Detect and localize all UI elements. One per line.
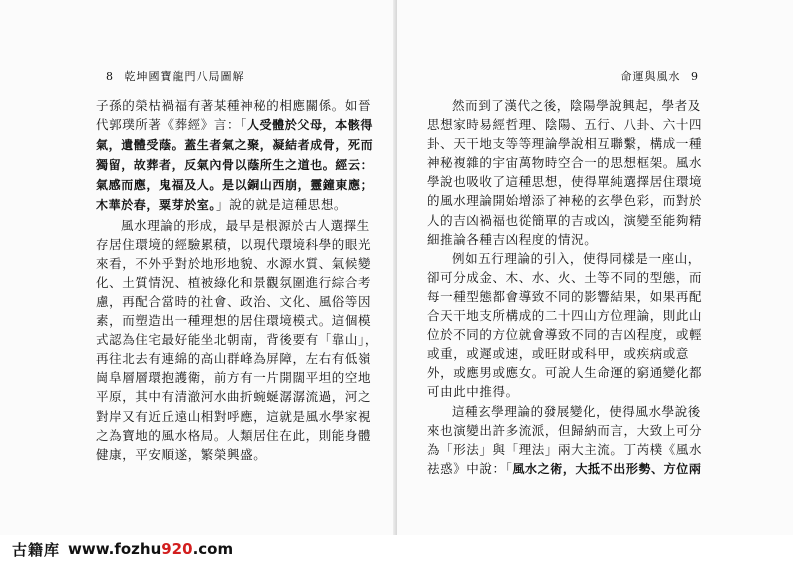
right-page-number: 9 xyxy=(691,70,699,83)
right-paragraph-3-text: 這種玄學理論的發展變化，使得風水學說後來也演變出許多流派，但歸納而言，大致上可分為「形法」與「理法」兩大主流。丁芮樸《風水祛惑》中說：「 xyxy=(427,403,703,476)
left-page xyxy=(0,0,396,535)
right-page-title: 命運與風水 xyxy=(620,70,681,83)
zangjing-quote: 人受體於父母，本骸得氣，遺體受蔭。蓋生者氣之聚，凝結者成骨，死而獨留，故葬者，反氣內骨以蔭所生之道也。經云：氣感而應，鬼福及人。是以銅山西崩，靈鐘東應；木華於春，粟芽於室。 xyxy=(96,118,374,213)
left-paragraph-1 xyxy=(96,96,378,216)
left-page-body xyxy=(96,96,378,464)
left-page-header xyxy=(100,68,245,84)
site-url-prefix: www.fozhu xyxy=(68,540,162,558)
fengshui-quote: 風水之術，大抵不出形勢、方位兩 xyxy=(512,461,702,476)
left-paragraph-1-text: 子孫的榮枯禍福有著某種神秘的相應關係。如晉代郭璞所著《葬經》言：「 xyxy=(96,98,372,133)
right-paragraph-3 xyxy=(427,402,713,479)
site-url-accent: 920 xyxy=(161,540,193,558)
right-paragraph-1: 然而到了漢代之後，陰陽學說興起，學者及思想家時易經哲理、陰陽、五行、八卦、六十四卦、天干地支等等理論學說相互聯繫，構成一種神秘複雜的宇宙萬物時空合一的思想框架。風水學說也吸收了這種思想，使得單純選擇居住環境的風水理論開始增添了神秘的玄學色彩，而對於人的吉凶禍福也從簡單的吉或凶，演變至能夠精細推論各種吉凶程度的情況。 xyxy=(427,98,703,247)
site-url-suffix: .com xyxy=(192,540,234,558)
right-paragraph-2: 例如五行理論的引入，使得同樣是一座山，卻可分成金、木、水、火、土等不同的型態，而每一種型態都會導致不同的影響結果，如果再配合天干地支所構成的二十四山方位理論，則此山位於不同的方位就會導致不同的吉凶程度，或輕或重，或遲或速，或旺財或科甲，或疾病或意外，或應男或應女。可說人生命運的窮通變化都可由此中推得。 xyxy=(427,250,703,400)
left-page-number: 8 xyxy=(106,70,114,83)
site-watermark-bar xyxy=(0,537,793,561)
right-page-header xyxy=(621,68,706,84)
right-page xyxy=(397,0,793,535)
right-page-body xyxy=(427,96,713,479)
left-paragraph-1-after: 」說的就是這種思想。 xyxy=(216,197,348,213)
left-paragraph-2: 風水理論的形成，最早是根源於古人選擇生存居住環境的經驗累積，以現代環境科學的眼光來看，不外乎對於地形地貌、水源水質、氣候變化、土質情況、植被綠化和景觀氛圍進行綜合考慮，再配合當時的社會、政治、文化、風俗等因素，而塑造出一種理想的居住環境模式。這個模式認為住宅最好能坐北朝南，背後要有「靠山」，再往北去有連綿的高山群峰為屏障，左右有低嶺崗阜層層環抱護衛，前方有一片開闊平坦的空地平原，其中有清澈河水曲折蜿蜒潺潺流過，河之對岸又有近丘遠山相對呼應，這就是風水學家視之為寶地的風水格局。人類居住在此，則能身體健康，平安順遂，繁榮興盛。 xyxy=(96,217,378,462)
site-url[interactable] xyxy=(68,540,233,558)
site-name: 古籍库 xyxy=(12,540,61,559)
left-page-title: 乾坤國寶龍門八局圖解 xyxy=(124,70,245,83)
